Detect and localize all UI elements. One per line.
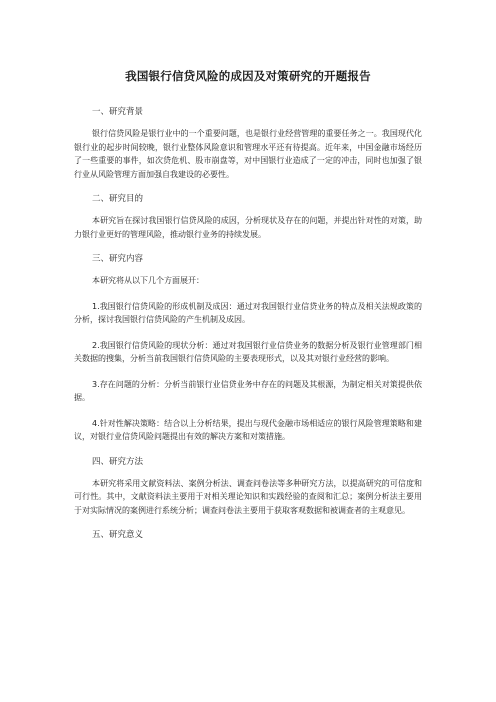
paragraph: 1.我国银行信贷风险的形成机制及成因：通过对我国银行业信贷业务的特点及相关法规政策的分析，探讨我国银行信贷风险的产生机制及成因。	[74, 301, 422, 324]
paragraph: 银行信贷风险是银行业中的一个重要问题，也是银行业经营管理的重要任务之一。我国现代化银行业的起步时间较晚，银行业整体风险意识和管理水平还有待提高。近年来，中国金融市场经历了一些重要的事件，如次贷危机、股市崩盘等，对中国银行业造成了一定的冲击，同时也加强了银行业从风险管理方面加强自我建设的必要性。	[74, 129, 422, 179]
paragraph: 本研究将采用文献资料法、案例分析法、调查问卷法等多种研究方法，以提高研究的可信度和可行性。其中，文献资料法主要用于对相关理论知识和实践经验的查阅和汇总；案例分析法主要用于对实际情况的案例进行系统分析；调查问卷法主要用于获取客观数据和被调查者的主观意见。	[74, 478, 422, 515]
section-background	[74, 106, 422, 181]
paragraph: 本研究将从以下几个方面展开：	[92, 276, 204, 285]
section-heading: 三、研究内容	[92, 254, 144, 264]
section-methods	[74, 456, 422, 518]
document-title: 我国银行信贷风险的成因及对策研究的开题报告	[125, 69, 371, 83]
section-heading: 一、研究背景	[92, 107, 144, 117]
section-heading: 二、研究目的	[92, 194, 144, 204]
paragraph: 本研究旨在探讨我国银行信贷风险的成因，分析现状及存在的问题，并提出针对性的对策，助力银行业更好的管理风险，推动银行业务的持续发展。	[74, 216, 422, 239]
paragraph: 4.针对性解决策略：结合以上分析结果，提出与现代金融市场相适应的银行风险管理策略和建议，对银行业信贷风险问题提出有效的解决方案和对策措施。	[74, 418, 422, 441]
section-heading: 五、研究意义	[92, 530, 144, 540]
section-significance	[74, 529, 422, 541]
section-content	[74, 253, 422, 444]
section-purpose	[74, 193, 422, 241]
paragraph: 2.我国银行信贷风险的现状分析：通过对我国银行业信贷业务的数据分析及银行业管理部门相关数据的搜集，分析当前我国银行信贷风险的主要表现形式，以及其对银行业经营的影响。	[74, 340, 422, 363]
section-heading: 四、研究方法	[92, 456, 144, 467]
paragraph: 3.存在问题的分析：分析当前银行业信贷业务中存在的问题及其根源，为制定相关对策提供依据。	[74, 379, 422, 402]
